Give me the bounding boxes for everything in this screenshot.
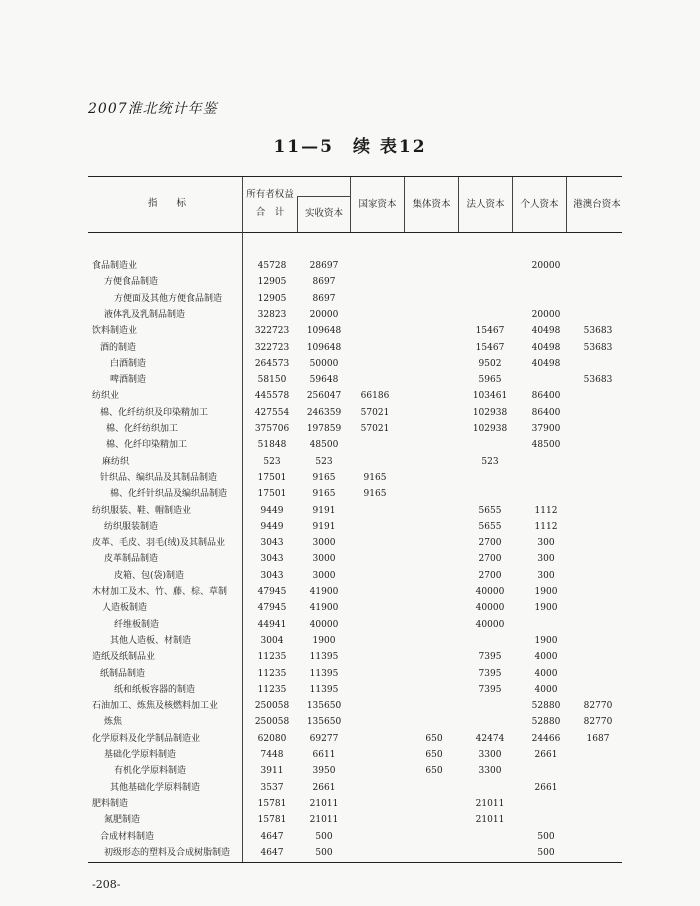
cell-hmt: 53683 (583, 375, 613, 386)
table-header-rule (88, 232, 622, 233)
row-label: 针织品、编织品及其制品制造 (100, 472, 218, 483)
table-row (0, 812, 700, 828)
cell-indiv: 1900 (534, 587, 558, 597)
cell-paid: 48500 (309, 440, 339, 451)
cell-paid: 500 (315, 847, 333, 858)
cell-paid: 41900 (309, 587, 339, 597)
cell-total: 264573 (254, 358, 290, 369)
row-label: 石油加工、炼焦及核燃料加工业 (92, 701, 219, 712)
row-label: 饮料制造业 (92, 326, 138, 337)
cell-indiv: 40498 (531, 358, 561, 369)
cell-state: 66186 (360, 391, 390, 402)
table-row (0, 340, 700, 356)
row-label: 棉、化纤纺织及印染精加工 (100, 407, 209, 418)
cell-paid: 197859 (306, 424, 342, 434)
cell-total: 3537 (260, 782, 284, 793)
cell-paid: 28697 (309, 261, 339, 271)
row-label: 造纸及纸制品业 (92, 652, 156, 663)
cell-legal: 2700 (478, 570, 502, 581)
cell-paid: 11395 (309, 652, 339, 663)
cell-legal: 102938 (472, 407, 508, 418)
cell-legal: 40000 (475, 619, 505, 630)
row-label: 方便食品制造 (104, 277, 159, 288)
row-label: 麻纺织 (102, 456, 130, 467)
cell-total: 11235 (257, 684, 287, 695)
cell-indiv: 4000 (534, 684, 558, 695)
cell-paid: 9165 (312, 489, 336, 500)
cell-total: 58150 (257, 375, 287, 386)
cell-paid: 8697 (312, 277, 336, 288)
row-label: 皮箱、包(袋)制造 (114, 570, 185, 581)
cell-total: 322723 (254, 326, 290, 337)
cell-legal: 7395 (478, 652, 502, 663)
table-bottom-rule (88, 862, 622, 863)
row-label: 纺织业 (92, 391, 120, 402)
table-row (0, 780, 700, 796)
cell-total: 250058 (254, 701, 290, 712)
page-number: -208- (92, 878, 121, 891)
cell-paid: 9191 (312, 521, 336, 532)
table-row (0, 388, 700, 404)
header-equity-group: 所有者权益 (246, 189, 294, 200)
row-label: 棉、化纤纺织加工 (106, 424, 179, 434)
cell-legal: 40000 (475, 587, 505, 597)
row-label: 棉、化纤针织品及编织品制造 (110, 489, 228, 500)
header-group-rule (297, 196, 350, 197)
cell-indiv: 1112 (534, 505, 558, 516)
cell-total: 3043 (260, 554, 284, 565)
cell-total: 12905 (257, 277, 287, 288)
cell-total: 250058 (254, 717, 290, 728)
header-paid-in: 实收资本 (304, 208, 343, 219)
cell-total: 375706 (254, 424, 290, 434)
cell-total: 12905 (257, 293, 287, 304)
header-collective-capital: 集体资本 (412, 199, 451, 210)
row-label: 木材加工及木、竹、藤、棕、草制 (92, 587, 228, 597)
cell-total: 11235 (257, 668, 287, 679)
cell-legal: 523 (481, 456, 499, 467)
cell-legal: 5655 (478, 505, 502, 516)
table-row (0, 437, 700, 453)
cell-legal: 21011 (475, 815, 505, 826)
table-row (0, 568, 700, 584)
cell-coll: 650 (425, 750, 443, 760)
cell-indiv: 20000 (531, 261, 561, 271)
row-label: 液体乳及乳制品制造 (104, 309, 186, 320)
table-row (0, 519, 700, 535)
cell-total: 11235 (257, 652, 287, 663)
row-label: 纺织服装制造 (104, 521, 159, 532)
cell-paid: 256047 (306, 391, 342, 402)
table-row (0, 617, 700, 633)
row-label: 皮革、毛皮、羽毛(绒)及其制品业 (92, 538, 226, 549)
row-label: 白酒制造 (110, 358, 147, 369)
cell-indiv: 500 (537, 847, 555, 858)
cell-indiv: 86400 (531, 407, 561, 418)
cell-indiv: 37900 (531, 424, 561, 434)
row-label: 纸和纸板容器的制造 (114, 684, 196, 695)
cell-hmt: 82770 (583, 717, 613, 728)
cell-paid: 3950 (312, 766, 336, 777)
row-label: 化学原料及化学制品制造业 (92, 733, 201, 744)
header-state-capital: 国家资本 (358, 199, 397, 210)
cell-paid: 9165 (312, 472, 336, 483)
cell-legal: 5965 (478, 375, 502, 386)
row-label: 其他人造板、材制造 (110, 635, 192, 646)
table-row (0, 258, 700, 274)
cell-total: 7448 (260, 750, 284, 760)
cell-indiv: 40498 (531, 326, 561, 337)
row-label: 氮肥制造 (104, 815, 141, 826)
table-row (0, 291, 700, 307)
cell-total: 15781 (257, 798, 287, 809)
cell-total: 445578 (254, 391, 290, 402)
cell-legal: 3300 (478, 766, 502, 777)
cell-paid: 69277 (309, 733, 339, 744)
cell-paid: 135650 (306, 701, 342, 712)
cell-paid: 109648 (306, 342, 342, 353)
cell-total: 45728 (257, 261, 287, 271)
cell-legal: 7395 (478, 668, 502, 679)
table-row (0, 551, 700, 567)
cell-total: 3004 (260, 635, 284, 646)
table-row (0, 274, 700, 290)
table-row (0, 535, 700, 551)
row-label: 纸制品制造 (100, 668, 146, 679)
cell-paid: 6611 (312, 750, 336, 760)
cell-indiv: 48500 (531, 440, 561, 451)
cell-paid: 40000 (309, 619, 339, 630)
cell-indiv: 52880 (531, 717, 561, 728)
table-row (0, 307, 700, 323)
cell-paid: 3000 (312, 570, 336, 581)
cell-legal: 42474 (475, 733, 505, 744)
table-row (0, 714, 700, 730)
cell-paid: 523 (315, 456, 333, 467)
row-label: 食品制造业 (92, 261, 138, 271)
row-label: 基础化学原料制造 (104, 750, 177, 760)
cell-legal: 7395 (478, 684, 502, 695)
table-row (0, 470, 700, 486)
cell-total: 17501 (257, 489, 287, 500)
cell-indiv: 2661 (534, 782, 558, 793)
cell-indiv: 4000 (534, 668, 558, 679)
cell-total: 62080 (257, 733, 287, 744)
table-row (0, 633, 700, 649)
table-row (0, 845, 700, 861)
cell-indiv: 300 (537, 538, 555, 549)
cell-coll: 650 (425, 733, 443, 744)
cell-paid: 21011 (309, 815, 339, 826)
table-row (0, 356, 700, 372)
cell-total: 51848 (257, 440, 287, 451)
row-label: 酒的制造 (100, 342, 137, 353)
cell-paid: 8697 (312, 293, 336, 304)
table-row (0, 747, 700, 763)
row-label: 炼焦 (104, 717, 123, 728)
cell-coll: 650 (425, 766, 443, 777)
row-label: 啤酒制造 (110, 375, 147, 386)
row-label: 皮革制品制造 (104, 554, 159, 565)
header-hk-macau-tw-capital: 港澳台资本 (573, 199, 621, 210)
row-label: 初级形态的塑料及合成树脂制造 (104, 847, 231, 858)
cell-paid: 2661 (312, 782, 336, 793)
table-row (0, 421, 700, 437)
cell-legal: 102938 (472, 424, 508, 434)
cell-total: 9449 (260, 505, 284, 516)
cell-total: 32823 (257, 309, 287, 320)
cell-paid: 1900 (312, 635, 336, 646)
table-row (0, 666, 700, 682)
cell-state: 9165 (363, 472, 387, 483)
cell-indiv: 24466 (531, 733, 561, 744)
cell-paid: 41900 (309, 603, 339, 614)
cell-state: 57021 (360, 407, 390, 418)
header-legal-person-capital: 法人资本 (466, 199, 505, 210)
table-title: 11—5 续 表12 (273, 137, 427, 157)
cell-total: 44941 (257, 619, 287, 630)
cell-legal: 40000 (475, 603, 505, 614)
cell-paid: 21011 (309, 798, 339, 809)
cell-total: 3911 (260, 766, 284, 777)
table-row (0, 486, 700, 502)
table-row (0, 763, 700, 779)
table-row (0, 323, 700, 339)
table-row (0, 731, 700, 747)
cell-hmt: 1687 (586, 733, 610, 744)
cell-indiv: 40498 (531, 342, 561, 353)
cell-legal: 3300 (478, 750, 502, 760)
cell-hmt: 53683 (583, 326, 613, 337)
cell-paid: 9191 (312, 505, 336, 516)
cell-state: 9165 (363, 489, 387, 500)
table-top-rule (88, 176, 622, 177)
cell-total: 4647 (260, 847, 284, 858)
cell-total: 15781 (257, 815, 287, 826)
row-label: 其他基础化学原料制造 (110, 782, 201, 793)
cell-indiv: 20000 (531, 309, 561, 320)
header-individual-capital: 个人资本 (520, 199, 559, 210)
row-label: 棉、化纤印染精加工 (106, 440, 188, 451)
cell-total: 9449 (260, 521, 284, 532)
cell-total: 322723 (254, 342, 290, 353)
cell-legal: 21011 (475, 798, 505, 809)
table-row (0, 372, 700, 388)
row-label: 肥料制造 (92, 798, 129, 809)
cell-legal: 5655 (478, 521, 502, 532)
row-label: 有机化学原料制造 (114, 766, 187, 777)
cell-paid: 3000 (312, 538, 336, 549)
cell-total: 17501 (257, 472, 287, 483)
row-label: 人造板制造 (102, 603, 148, 614)
cell-indiv: 1900 (534, 635, 558, 646)
table-row (0, 503, 700, 519)
cell-indiv: 500 (537, 831, 555, 842)
cell-total: 4647 (260, 831, 284, 842)
cell-paid: 135650 (306, 717, 342, 728)
table-row (0, 682, 700, 698)
cell-indiv: 52880 (531, 701, 561, 712)
cell-total: 47945 (257, 587, 287, 597)
cell-legal: 2700 (478, 554, 502, 565)
table-row (0, 698, 700, 714)
cell-paid: 500 (315, 831, 333, 842)
table-row (0, 454, 700, 470)
cell-indiv: 1900 (534, 603, 558, 614)
cell-indiv: 300 (537, 554, 555, 565)
cell-paid: 11395 (309, 668, 339, 679)
cell-legal: 9502 (478, 358, 502, 369)
cell-legal: 103461 (472, 391, 508, 402)
cell-paid: 246359 (306, 407, 342, 418)
cell-hmt: 53683 (583, 342, 613, 353)
row-label: 纤维板制造 (114, 619, 160, 630)
table-row (0, 829, 700, 845)
cell-paid: 109648 (306, 326, 342, 337)
cell-indiv: 86400 (531, 391, 561, 402)
cell-indiv: 300 (537, 570, 555, 581)
cell-total: 3043 (260, 538, 284, 549)
cell-legal: 15467 (475, 326, 505, 337)
cell-total: 3043 (260, 570, 284, 581)
table-row (0, 405, 700, 421)
cell-paid: 11395 (309, 684, 339, 695)
table-row (0, 796, 700, 812)
cell-paid: 59648 (309, 375, 339, 386)
row-label: 合成材料制造 (100, 831, 155, 842)
cell-legal: 2700 (478, 538, 502, 549)
cell-total: 427554 (254, 407, 290, 418)
row-label: 方便面及其他方便食品制造 (114, 293, 223, 304)
cell-paid: 50000 (309, 358, 339, 369)
cell-indiv: 2661 (534, 750, 558, 760)
cell-paid: 3000 (312, 554, 336, 565)
cell-hmt: 82770 (583, 701, 613, 712)
cell-state: 57021 (360, 424, 390, 434)
cell-paid: 20000 (309, 309, 339, 320)
row-label: 纺织服装、鞋、帽制造业 (92, 505, 192, 516)
page-header: 2007淮北统计年鉴 (88, 101, 218, 117)
cell-legal: 15467 (475, 342, 505, 353)
cell-total: 47945 (257, 603, 287, 614)
cell-indiv: 1112 (534, 521, 558, 532)
header-indicator: 指 标 (147, 198, 186, 209)
table-row (0, 584, 700, 600)
table-row (0, 600, 700, 616)
table-row (0, 649, 700, 665)
cell-indiv: 4000 (534, 652, 558, 663)
cell-total: 523 (263, 456, 281, 467)
header-total: 合 计 (255, 207, 285, 218)
